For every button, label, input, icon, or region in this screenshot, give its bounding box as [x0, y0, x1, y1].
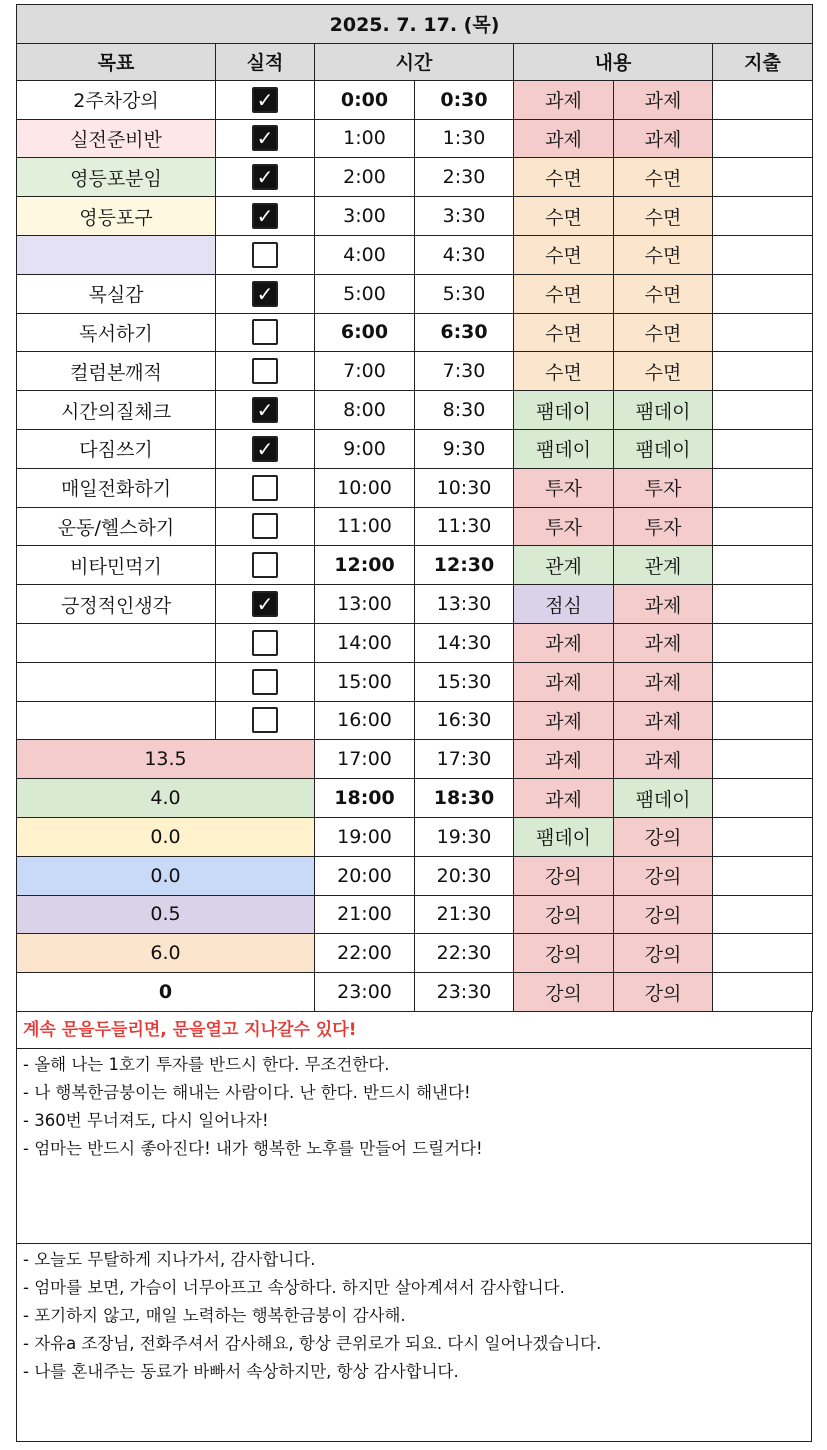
- expense-cell[interactable]: [713, 235, 813, 274]
- activity-cell[interactable]: 투자: [514, 468, 614, 507]
- time-half: 13:30: [415, 585, 514, 624]
- checkbox-unchecked[interactable]: [252, 630, 278, 656]
- time-half: 1:30: [415, 119, 514, 158]
- goal-label: 다짐쓰기: [17, 429, 216, 468]
- schedule-row: [17, 662, 813, 701]
- activity-cell[interactable]: 과제: [514, 623, 614, 662]
- activity-cell[interactable]: 과제: [614, 623, 713, 662]
- summary-value: 0.0: [17, 817, 315, 856]
- time-half: 14:30: [415, 623, 514, 662]
- time-start: 21:00: [315, 895, 415, 934]
- result-cell[interactable]: [216, 391, 315, 430]
- activity-cell[interactable]: 수면: [514, 158, 614, 197]
- activity-cell[interactable]: 수면: [514, 352, 614, 391]
- expense-cell[interactable]: [713, 701, 813, 740]
- activity-cell[interactable]: 수면: [614, 158, 713, 197]
- time-half: 0:30: [415, 80, 514, 119]
- time-half: 4:30: [415, 235, 514, 274]
- checkbox-checked[interactable]: ✓: [252, 164, 278, 190]
- expense-cell[interactable]: [713, 895, 813, 934]
- time-start: 17:00: [315, 740, 415, 779]
- activity-cell[interactable]: 과제: [614, 80, 713, 119]
- activity-cell[interactable]: 강의: [614, 856, 713, 895]
- time-start: 15:00: [315, 662, 415, 701]
- activity-cell[interactable]: 강의: [614, 895, 713, 934]
- checkbox-unchecked[interactable]: [252, 358, 278, 384]
- activity-cell[interactable]: 과제: [514, 740, 614, 779]
- motto-text: 계속 문을두들리면, 문을열고 지나갈수 있다!: [16, 1012, 812, 1049]
- gratitude-line: - 엄마를 보면, 가슴이 너무아프고 속상하다. 하지만 살아계셔서 감사합니다.: [23, 1277, 565, 1297]
- activity-cell[interactable]: 과제: [514, 80, 614, 119]
- checkbox-unchecked[interactable]: [252, 319, 278, 345]
- result-cell[interactable]: [216, 429, 315, 468]
- time-half: 6:30: [415, 313, 514, 352]
- result-cell[interactable]: [216, 197, 315, 236]
- goal-label: 실전준비반: [17, 119, 216, 158]
- goal-label: 독서하기: [17, 313, 216, 352]
- goal-label: 영등포구: [17, 197, 216, 236]
- time-half: 5:30: [415, 274, 514, 313]
- summary-value: 0: [17, 973, 315, 1012]
- activity-cell[interactable]: 수면: [514, 197, 614, 236]
- schedule-row: [17, 197, 813, 236]
- goal-label: [17, 623, 216, 662]
- checkbox-checked[interactable]: ✓: [252, 281, 278, 307]
- goal-header: 목표: [17, 43, 216, 80]
- activity-cell[interactable]: 강의: [514, 934, 614, 973]
- gratitude-line: - 포기하지 않고, 매일 노력하는 행복한금붕이 감사해.: [23, 1305, 406, 1325]
- time-half: 22:30: [415, 934, 514, 973]
- expense-cell[interactable]: [713, 817, 813, 856]
- time-half: 11:30: [415, 507, 514, 546]
- daily-planner-sheet: [16, 4, 812, 1442]
- summary-value: 6.0: [17, 934, 315, 973]
- checkbox-checked[interactable]: ✓: [252, 125, 278, 151]
- activity-cell[interactable]: 과제: [514, 662, 614, 701]
- schedule-row: [17, 391, 813, 430]
- checkbox-checked[interactable]: ✓: [252, 436, 278, 462]
- activity-cell[interactable]: 수면: [614, 197, 713, 236]
- activity-cell[interactable]: 과제: [514, 701, 614, 740]
- expense-cell[interactable]: [713, 352, 813, 391]
- gratitude-line: - 자유a 조장님, 전화주셔서 감사해요, 항상 큰위로가 되요. 다시 일어나겠습니다.: [23, 1333, 602, 1353]
- activity-cell[interactable]: 강의: [614, 973, 713, 1012]
- schedule-row: [17, 817, 813, 856]
- schedule-row: [17, 779, 813, 818]
- date-title: 2025. 7. 17. (목): [17, 5, 813, 44]
- activity-cell[interactable]: 점심: [514, 585, 614, 624]
- schedule-row: [17, 701, 813, 740]
- schedule-row: [17, 973, 813, 1012]
- goal-label: 비타민먹기: [17, 546, 216, 585]
- checkbox-checked[interactable]: ✓: [252, 397, 278, 423]
- expense-cell[interactable]: [713, 934, 813, 973]
- affirmations-box: [16, 1049, 812, 1244]
- activity-cell[interactable]: 투자: [614, 468, 713, 507]
- time-start: 16:00: [315, 701, 415, 740]
- activity-cell[interactable]: 과제: [614, 585, 713, 624]
- result-cell[interactable]: [216, 235, 315, 274]
- checkbox-unchecked[interactable]: [252, 552, 278, 578]
- time-half: 20:30: [415, 856, 514, 895]
- time-start: 9:00: [315, 429, 415, 468]
- activity-cell[interactable]: 팸데이: [514, 429, 614, 468]
- time-start: 6:00: [315, 313, 415, 352]
- time-half: 17:30: [415, 740, 514, 779]
- gratitude-line: - 오늘도 무탈하게 지나가서, 감사합니다.: [23, 1249, 316, 1269]
- time-start: 1:00: [315, 119, 415, 158]
- time-half: 2:30: [415, 158, 514, 197]
- time-half: 8:30: [415, 391, 514, 430]
- activity-cell[interactable]: 강의: [514, 973, 614, 1012]
- activity-cell[interactable]: 투자: [514, 507, 614, 546]
- time-start: 2:00: [315, 158, 415, 197]
- time-start: 0:00: [315, 80, 415, 119]
- time-half: 3:30: [415, 197, 514, 236]
- time-start: 13:00: [315, 585, 415, 624]
- time-start: 3:00: [315, 197, 415, 236]
- goal-label: 운동/헬스하기: [17, 507, 216, 546]
- activity-cell[interactable]: 과제: [514, 119, 614, 158]
- activity-cell[interactable]: 과제: [614, 701, 713, 740]
- checkbox-unchecked[interactable]: [252, 707, 278, 733]
- time-start: 10:00: [315, 468, 415, 507]
- time-half: 19:30: [415, 817, 514, 856]
- checkbox-checked[interactable]: ✓: [252, 203, 278, 229]
- expense-cell[interactable]: [713, 274, 813, 313]
- schedule-row: [17, 895, 813, 934]
- content-header: 내용: [514, 43, 713, 80]
- activity-cell[interactable]: 팸데이: [614, 429, 713, 468]
- time-start: 7:00: [315, 352, 415, 391]
- affirmation-line: - 나 행복한금붕이는 해내는 사람이다. 난 한다. 반드시 해낸다!: [23, 1082, 471, 1102]
- time-start: 18:00: [315, 779, 415, 818]
- expense-cell[interactable]: [713, 507, 813, 546]
- activity-cell[interactable]: 강의: [614, 934, 713, 973]
- expense-cell[interactable]: [713, 740, 813, 779]
- activity-cell[interactable]: 수면: [614, 274, 713, 313]
- goal-label: 시간의질체크: [17, 391, 216, 430]
- activity-cell[interactable]: 팸데이: [514, 391, 614, 430]
- time-start: 19:00: [315, 817, 415, 856]
- time-start: 11:00: [315, 507, 415, 546]
- schedule-row: [17, 856, 813, 895]
- activity-cell[interactable]: 강의: [614, 817, 713, 856]
- schedule-row: [17, 623, 813, 662]
- activity-cell[interactable]: 과제: [614, 119, 713, 158]
- activity-cell[interactable]: 수면: [614, 313, 713, 352]
- planner-table: [16, 4, 813, 1012]
- activity-cell[interactable]: 관계: [614, 546, 713, 585]
- time-start: 8:00: [315, 391, 415, 430]
- time-half: 16:30: [415, 701, 514, 740]
- expense-cell[interactable]: [713, 779, 813, 818]
- schedule-row: [17, 313, 813, 352]
- result-cell[interactable]: [216, 80, 315, 119]
- result-cell[interactable]: [216, 313, 315, 352]
- expense-cell[interactable]: [713, 973, 813, 1012]
- activity-cell[interactable]: 과제: [614, 662, 713, 701]
- result-cell[interactable]: [216, 119, 315, 158]
- expense-cell[interactable]: [713, 468, 813, 507]
- result-cell[interactable]: [216, 468, 315, 507]
- activity-cell[interactable]: 과제: [514, 779, 614, 818]
- activity-cell[interactable]: 팸데이: [514, 817, 614, 856]
- goal-label: 매일전화하기: [17, 468, 216, 507]
- result-cell[interactable]: [216, 546, 315, 585]
- activity-cell[interactable]: 수면: [614, 235, 713, 274]
- result-cell[interactable]: [216, 623, 315, 662]
- goal-label: 긍정적인생각: [17, 585, 216, 624]
- expense-cell[interactable]: [713, 119, 813, 158]
- schedule-row: [17, 158, 813, 197]
- activity-cell[interactable]: 수면: [514, 235, 614, 274]
- time-half: 18:30: [415, 779, 514, 818]
- time-half: 7:30: [415, 352, 514, 391]
- goal-label: 2주차강의: [17, 80, 216, 119]
- schedule-row: [17, 274, 813, 313]
- time-start: 14:00: [315, 623, 415, 662]
- time-start: 12:00: [315, 546, 415, 585]
- time-half: 23:30: [415, 973, 514, 1012]
- expense-cell[interactable]: [713, 546, 813, 585]
- result-cell[interactable]: [216, 701, 315, 740]
- result-cell[interactable]: [216, 352, 315, 391]
- activity-cell[interactable]: 수면: [514, 313, 614, 352]
- schedule-row: [17, 507, 813, 546]
- checkbox-unchecked[interactable]: [252, 669, 278, 695]
- goal-label: [17, 701, 216, 740]
- schedule-row: [17, 235, 813, 274]
- time-half: 10:30: [415, 468, 514, 507]
- activity-cell[interactable]: 과제: [614, 740, 713, 779]
- time-half: 9:30: [415, 429, 514, 468]
- schedule-row: [17, 80, 813, 119]
- expense-header: 지출: [713, 43, 813, 80]
- checkbox-unchecked[interactable]: [252, 242, 278, 268]
- summary-value: 0.5: [17, 895, 315, 934]
- goal-label: 영등포분임: [17, 158, 216, 197]
- goal-label: 목실감: [17, 274, 216, 313]
- time-half: 15:30: [415, 662, 514, 701]
- schedule-row: [17, 585, 813, 624]
- time-start: 5:00: [315, 274, 415, 313]
- expense-cell[interactable]: [713, 662, 813, 701]
- affirmation-line: - 엄마는 반드시 좋아진다! 내가 행복한 노후를 만들어 드릴거다!: [23, 1138, 483, 1158]
- expense-cell[interactable]: [713, 856, 813, 895]
- result-cell[interactable]: [216, 585, 315, 624]
- goal-label: [17, 662, 216, 701]
- schedule-row: [17, 934, 813, 973]
- time-start: 23:00: [315, 973, 415, 1012]
- affirmation-line: - 올해 나는 1호기 투자를 반드시 한다. 무조건한다.: [23, 1054, 390, 1074]
- schedule-row: [17, 352, 813, 391]
- activity-cell[interactable]: 강의: [514, 856, 614, 895]
- time-half: 12:30: [415, 546, 514, 585]
- expense-cell[interactable]: [713, 623, 813, 662]
- checkbox-unchecked[interactable]: [252, 475, 278, 501]
- activity-cell[interactable]: 관계: [514, 546, 614, 585]
- summary-value: 0.0: [17, 856, 315, 895]
- expense-cell[interactable]: [713, 429, 813, 468]
- expense-cell[interactable]: [713, 197, 813, 236]
- expense-cell[interactable]: [713, 80, 813, 119]
- result-cell[interactable]: [216, 158, 315, 197]
- expense-cell[interactable]: [713, 391, 813, 430]
- activity-cell[interactable]: 투자: [614, 507, 713, 546]
- checkbox-unchecked[interactable]: [252, 513, 278, 539]
- result-cell[interactable]: [216, 507, 315, 546]
- result-cell[interactable]: [216, 274, 315, 313]
- time-start: 4:00: [315, 235, 415, 274]
- goal-label: 컬럼본깨적: [17, 352, 216, 391]
- goal-label: [17, 235, 216, 274]
- time-half: 21:30: [415, 895, 514, 934]
- checkbox-checked[interactable]: ✓: [252, 87, 278, 113]
- activity-cell[interactable]: 수면: [614, 352, 713, 391]
- summary-value: 4.0: [17, 779, 315, 818]
- time-header: 시간: [315, 43, 514, 80]
- expense-cell[interactable]: [713, 158, 813, 197]
- result-header: 실적: [216, 43, 315, 80]
- summary-value: 13.5: [17, 740, 315, 779]
- gratitude-line: - 나를 혼내주는 동료가 바빠서 속상하지만, 항상 감사합니다.: [23, 1361, 459, 1381]
- expense-cell[interactable]: [713, 313, 813, 352]
- schedule-row: [17, 546, 813, 585]
- schedule-row: [17, 429, 813, 468]
- affirmation-line: - 360번 무너져도, 다시 일어나자!: [23, 1110, 269, 1130]
- schedule-row: [17, 740, 813, 779]
- activity-cell[interactable]: 수면: [514, 274, 614, 313]
- expense-cell[interactable]: [713, 585, 813, 624]
- time-start: 20:00: [315, 856, 415, 895]
- result-cell[interactable]: [216, 662, 315, 701]
- activity-cell[interactable]: 팸데이: [614, 779, 713, 818]
- checkbox-checked[interactable]: ✓: [252, 591, 278, 617]
- time-start: 22:00: [315, 934, 415, 973]
- gratitude-box: [16, 1244, 812, 1442]
- activity-cell[interactable]: 강의: [514, 895, 614, 934]
- schedule-row: [17, 119, 813, 158]
- activity-cell[interactable]: 팸데이: [614, 391, 713, 430]
- schedule-row: [17, 468, 813, 507]
